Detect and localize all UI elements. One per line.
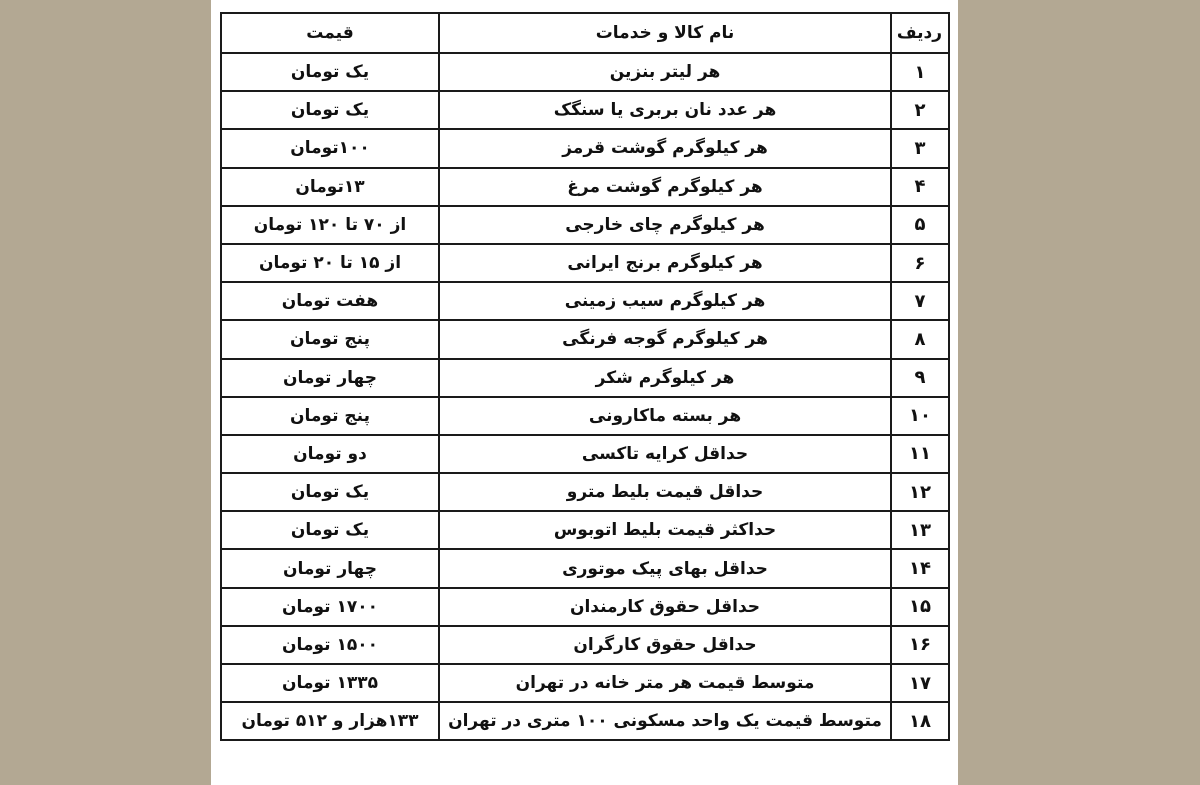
item-name: هر کیلوگرم گوجه فرنگی (439, 320, 891, 358)
row-number: ۱۲ (891, 473, 949, 511)
item-name: هر لیتر بنزین (439, 53, 891, 91)
row-number: ۶ (891, 244, 949, 282)
item-price: چهار تومان (221, 549, 439, 587)
table-row (221, 206, 949, 244)
item-price: یک تومان (221, 91, 439, 129)
item-name: حداقل قیمت بلیط مترو (439, 473, 891, 511)
item-name: حداقل بهای پیک موتوری (439, 549, 891, 587)
price-table (220, 12, 950, 741)
table-row (221, 91, 949, 129)
item-name: متوسط قیمت یک واحد مسکونی ۱۰۰ متری در تهران (439, 702, 891, 740)
item-name: هر کیلوگرم برنج ایرانی (439, 244, 891, 282)
item-name: متوسط قیمت هر متر خانه در تهران (439, 664, 891, 702)
table-row (221, 53, 949, 91)
row-number: ۸ (891, 320, 949, 358)
table-row (221, 626, 949, 664)
table-row (221, 473, 949, 511)
item-price: ۱۷۰۰ تومان (221, 588, 439, 626)
header-price: قیمت (221, 13, 439, 53)
table-header-row (221, 13, 949, 53)
item-name: هر کیلوگرم چای خارجی (439, 206, 891, 244)
table-row (221, 129, 949, 167)
item-price: ۱۳۳۵ تومان (221, 664, 439, 702)
item-price: ۱۳۳هزار و ۵۱۲ تومان (221, 702, 439, 740)
row-number: ۱ (891, 53, 949, 91)
row-number: ۴ (891, 168, 949, 206)
table-row (221, 397, 949, 435)
table-row (221, 320, 949, 358)
item-price: یک تومان (221, 53, 439, 91)
document-sheet (211, 0, 958, 785)
row-number: ۱۶ (891, 626, 949, 664)
table-row (221, 511, 949, 549)
item-price: یک تومان (221, 511, 439, 549)
item-price: ۱۳تومان (221, 168, 439, 206)
item-price: پنج تومان (221, 320, 439, 358)
item-name: حداقل کرایه تاکسی (439, 435, 891, 473)
row-number: ۱۵ (891, 588, 949, 626)
table-row (221, 435, 949, 473)
table-row (221, 664, 949, 702)
table-row (221, 549, 949, 587)
item-name: حداقل حقوق کارگران (439, 626, 891, 664)
row-number: ۱۸ (891, 702, 949, 740)
item-name: هر کیلوگرم گوشت قرمز (439, 129, 891, 167)
item-price: ۱۵۰۰ تومان (221, 626, 439, 664)
item-price: از ۱۵ تا ۲۰ تومان (221, 244, 439, 282)
item-price: پنج تومان (221, 397, 439, 435)
item-price: چهار تومان (221, 359, 439, 397)
row-number: ۱۱ (891, 435, 949, 473)
item-name: هر عدد نان بربری یا سنگک (439, 91, 891, 129)
row-number: ۲ (891, 91, 949, 129)
row-number: ۹ (891, 359, 949, 397)
row-number: ۱۷ (891, 664, 949, 702)
row-number: ۱۴ (891, 549, 949, 587)
row-number: ۱۰ (891, 397, 949, 435)
table-row (221, 282, 949, 320)
row-number: ۷ (891, 282, 949, 320)
header-item-name: نام کالا و خدمات (439, 13, 891, 53)
item-name: هر بسته ماکارونی (439, 397, 891, 435)
row-number: ۵ (891, 206, 949, 244)
table-row (221, 588, 949, 626)
item-price: ۱۰۰تومان (221, 129, 439, 167)
table-row (221, 168, 949, 206)
item-price: از ۷۰ تا ۱۲۰ تومان (221, 206, 439, 244)
item-price: یک تومان (221, 473, 439, 511)
item-price: دو تومان (221, 435, 439, 473)
row-number: ۱۳ (891, 511, 949, 549)
table-row (221, 244, 949, 282)
item-name: هر کیلوگرم سیب زمینی (439, 282, 891, 320)
row-number: ۳ (891, 129, 949, 167)
item-price: هفت تومان (221, 282, 439, 320)
table-row (221, 359, 949, 397)
item-name: حداقل حقوق کارمندان (439, 588, 891, 626)
item-name: هر کیلوگرم شکر (439, 359, 891, 397)
table-row (221, 702, 949, 740)
item-name: هر کیلوگرم گوشت مرغ (439, 168, 891, 206)
item-name: حداکثر قیمت بلیط اتوبوس (439, 511, 891, 549)
header-row-number: ردیف (891, 13, 949, 53)
